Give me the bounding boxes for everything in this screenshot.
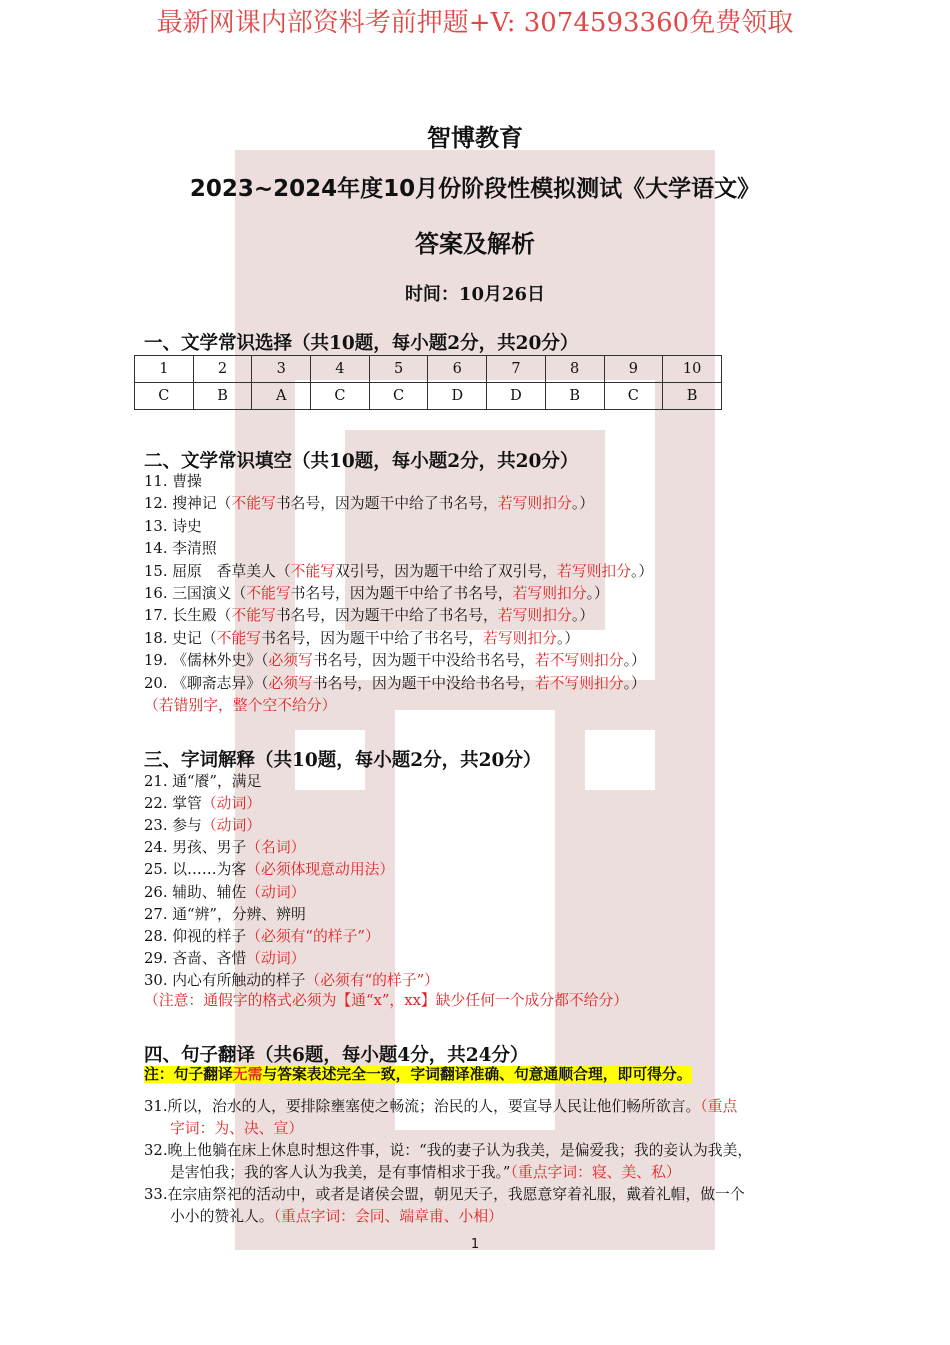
answer-note: 若不写则扣分 <box>534 652 624 670</box>
answer-note: 若写则扣分 <box>483 629 558 647</box>
answer-note: （动词） <box>246 883 306 901</box>
answer-note: 双引号，因为题干中给了双引号， <box>335 562 558 580</box>
list-item <box>144 471 202 493</box>
answer-note: 。） <box>571 607 595 625</box>
answer-note: （ <box>275 562 291 580</box>
answer-text: 20. 《聊斋志异》 <box>144 674 262 692</box>
answer-text: 12. 搜神记 <box>144 495 217 513</box>
answer-note: （必须有“的样子”） <box>246 927 380 945</box>
doc-subtitle: 答案及解析 <box>415 229 535 258</box>
answer-note: 书名号，因为题干中给了书名号， <box>261 629 484 647</box>
list-item <box>144 561 653 583</box>
answer-note: 。） <box>623 652 646 670</box>
answer-cell: B <box>545 383 604 410</box>
list-item <box>144 771 261 793</box>
translation-text: 是害怕我；我的客人认为我美，是有事情相求于我。” <box>170 1164 511 1181</box>
answer-text: 18. 史记 <box>144 629 202 647</box>
item-number: 32. <box>144 1142 168 1159</box>
list-item <box>144 650 646 672</box>
answer-note: （ <box>261 674 269 692</box>
answer-text: 22. 掌管 <box>144 795 202 813</box>
answer-cell: B <box>193 383 252 410</box>
answer-text: 29. 吝啬、吝惜 <box>144 949 247 967</box>
answer-text: 15. 屈原 香草美人 <box>144 562 276 580</box>
answer-cell: C <box>311 383 370 410</box>
answer-cell: C <box>135 383 194 410</box>
answer-text: 26. 辅助、辅佐 <box>144 883 247 901</box>
section1-heading: 一、文学常识选择（共10题，每小题2分，共20分） <box>144 333 579 354</box>
answer-text: 28. 仰视的样子 <box>144 927 247 945</box>
list-item <box>144 538 217 560</box>
key-words: （重点 <box>700 1098 738 1115</box>
item-number: 33. <box>144 1186 168 1203</box>
list-item <box>144 628 579 650</box>
answer-note: （必须有“的样子”） <box>305 971 439 989</box>
list-item <box>144 1096 737 1118</box>
answer-note: 书名号，因为题干中给了书名号， <box>275 495 498 513</box>
footnote-text: （若错别字，整个空不给分） <box>144 697 337 714</box>
list-item <box>144 493 594 515</box>
note-pre: 注：句子翻译 <box>144 1066 233 1083</box>
answer-cell: D <box>487 383 546 410</box>
key-words: （重点字词：寝、美、私） <box>510 1164 681 1181</box>
answer-note: （必须体现意动用法） <box>246 861 395 879</box>
answer-note: 。） <box>557 629 580 647</box>
question-number-cell: 9 <box>604 356 663 383</box>
section3-footnote <box>144 990 628 1012</box>
question-number-cell: 10 <box>663 356 722 383</box>
list-item <box>144 948 305 970</box>
section4-heading: 四、句子翻译（共6题，每小题4分，共24分） <box>144 1045 529 1066</box>
question-number-row <box>135 356 722 383</box>
question-number-cell: 4 <box>311 356 370 383</box>
list-item <box>144 882 305 904</box>
answer-note: 不能写 <box>216 629 262 647</box>
answer-note: 书名号，因为题干中没给书名号， <box>312 674 535 692</box>
answer-text: 11. 曹操 <box>144 473 202 490</box>
section2-footnote <box>144 695 336 717</box>
answer-note: 不能写 <box>231 607 276 625</box>
answer-cell: D <box>428 383 487 410</box>
answer-note: 若写则扣分 <box>557 562 632 580</box>
question-number-cell: 3 <box>252 356 311 383</box>
answer-note: 必须写 <box>268 652 313 670</box>
translation-text: 所以，治水的人，要排除壅塞使之畅流；治民的人，要宣导人民让他们畅所欲言。 <box>167 1098 701 1115</box>
question-number-cell: 7 <box>487 356 546 383</box>
list-item <box>144 1184 745 1206</box>
translation-text: 在宗庙祭祀的活动中，或者是诸侯会盟，朝见天子，我愿意穿着礼服，戴着礼帽，做一个 <box>167 1186 745 1203</box>
list-item <box>144 516 202 538</box>
question-number-cell: 2 <box>193 356 252 383</box>
answer-note: 若写则扣分 <box>497 607 572 625</box>
answer-row <box>135 383 722 410</box>
list-item <box>144 904 306 926</box>
answer-note: （动词） <box>201 817 262 835</box>
answer-text: 19. 《儒林外史》 <box>144 652 262 670</box>
answer-text: 21. 通“餍”，满足 <box>144 773 262 790</box>
list-item <box>144 859 394 881</box>
answer-note: （名词） <box>246 839 306 857</box>
list-item <box>144 793 261 815</box>
answer-note: 书名号，因为题干中给了书名号， <box>290 585 513 602</box>
key-words: 字词：为、决、宣） <box>170 1120 304 1137</box>
question-number-cell: 1 <box>135 356 194 383</box>
answer-text: 17. 长生殿 <box>144 607 217 625</box>
section2-heading: 二、文学常识填空（共10题，每小题2分，共20分） <box>144 451 579 472</box>
list-item <box>144 926 380 948</box>
list-item <box>144 1140 752 1162</box>
answer-text: 25. 以……为客 <box>144 861 247 879</box>
answer-text: 24. 男孩、男子 <box>144 839 247 857</box>
answer-note: 书名号，因为题干中给了书名号， <box>275 607 498 625</box>
translation-text: 晚上他躺在床上休息时想这件事，说：“我的妻子认为我美，是偏爱我；我的妾认为我美， <box>167 1142 753 1159</box>
list-item-continued <box>170 1206 503 1228</box>
note-red: 无需 <box>232 1066 263 1083</box>
list-item <box>144 815 261 837</box>
promo-banner: 最新网课内部资料考前押题+V: 3074593360免费领取 <box>156 8 794 38</box>
question-number-cell: 8 <box>545 356 604 383</box>
note-post: 与答案表述完全一致，字词翻译准确、句意通顺合理，即可得分。 <box>262 1066 692 1083</box>
answer-note: （ <box>201 629 217 647</box>
question-number-cell: 6 <box>428 356 487 383</box>
answer-note: （ <box>231 585 247 602</box>
translation-note <box>144 1064 692 1086</box>
answer-text: 13. 诗史 <box>144 517 202 535</box>
answer-text: 30. 内心有所触动的样子 <box>144 971 306 989</box>
answer-note: 若写则扣分 <box>512 585 587 602</box>
list-item <box>144 970 439 992</box>
answer-note: 不能写 <box>231 495 276 513</box>
answer-text: 27. 通“辨”，分辨、辨明 <box>144 905 306 923</box>
item-number: 31. <box>144 1098 168 1115</box>
answer-note: 。） <box>631 562 654 580</box>
answer-note: 书名号，因为题干中没给书名号， <box>312 652 535 670</box>
answer-note: （ <box>216 607 232 625</box>
answer-note: 若写则扣分 <box>497 495 572 513</box>
exam-time: 时间：10月26日 <box>404 284 546 305</box>
answer-note: 。） <box>571 495 595 513</box>
answer-note: 若不写则扣分 <box>534 674 624 692</box>
list-item <box>144 673 646 695</box>
doc-title: 2023~2024年度10月份阶段性模拟测试《大学语文》 <box>189 176 761 202</box>
list-item <box>144 605 594 627</box>
list-item-continued <box>170 1118 303 1140</box>
answer-cell: A <box>252 383 311 410</box>
question-number-cell: 5 <box>369 356 428 383</box>
key-words: （重点字词：会同、端章甫、小相） <box>273 1208 503 1225</box>
answer-table <box>134 355 722 410</box>
answer-note: 不能写 <box>290 562 336 580</box>
answer-note: 。） <box>623 674 646 692</box>
page-number: 1 <box>470 1237 480 1252</box>
list-item-continued <box>170 1162 681 1184</box>
answer-note: （ <box>216 495 232 513</box>
answer-text: 23. 参与 <box>144 817 202 835</box>
answer-text: 16. 三国演义 <box>144 585 232 602</box>
answer-note: 不能写 <box>246 585 291 602</box>
list-item <box>144 837 305 859</box>
answer-note: （ <box>261 652 269 670</box>
answer-note: （动词） <box>201 795 262 813</box>
org-name: 智博教育 <box>427 123 523 152</box>
section3-heading: 三、字词解释（共10题，每小题2分，共20分） <box>144 750 542 771</box>
answer-cell: B <box>663 383 722 410</box>
translation-text: 小小的赞礼人。 <box>170 1208 274 1225</box>
footnote-text: （注意：通假字的格式必须为【通“x”，xx】缺少任何一个成分都不给分） <box>144 992 629 1009</box>
answer-cell: C <box>604 383 663 410</box>
answer-note: （动词） <box>246 949 306 967</box>
answer-note: 必须写 <box>268 674 313 692</box>
list-item <box>144 583 609 605</box>
answer-cell: C <box>369 383 428 410</box>
answer-note: 。） <box>586 585 609 602</box>
answer-text: 14. 李清照 <box>144 540 217 558</box>
